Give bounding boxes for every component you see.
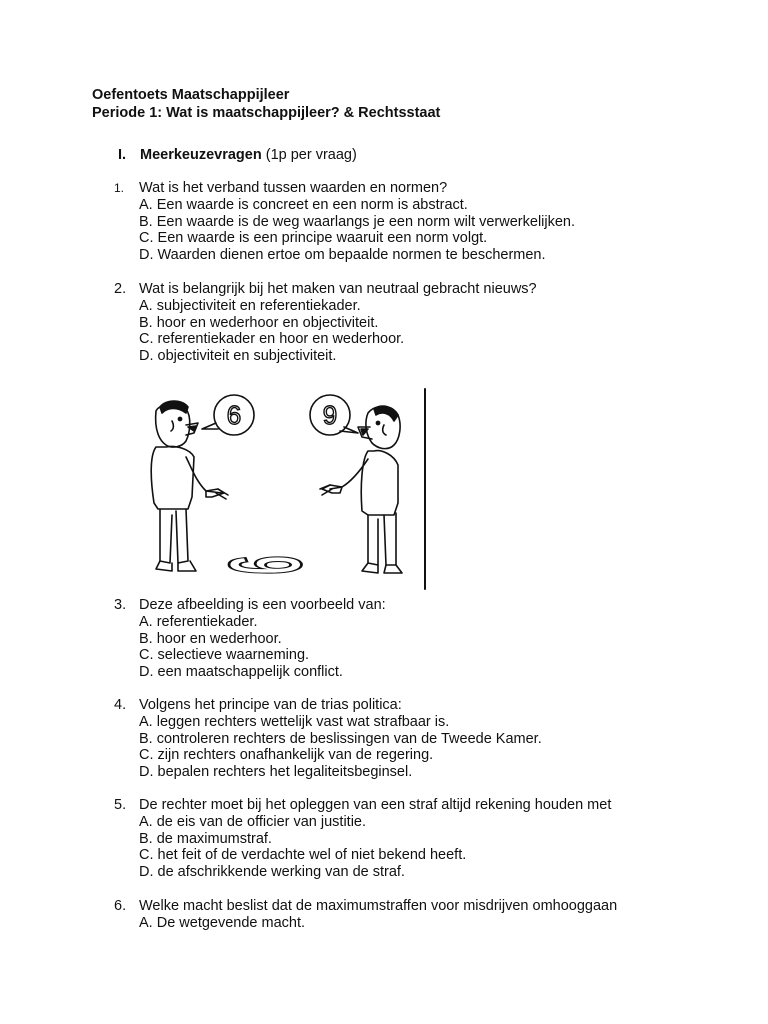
answer-option-a: A. De wetgevende macht. [139,914,306,931]
bubble-left-number: 6 [226,400,242,430]
section-title: Meerkeuzevragen [140,147,262,163]
question-stem: Volgens het principe van de trias politica: [139,697,402,713]
answer-options [139,814,611,881]
question-stem: Deze afbeelding is een voorbeeld van: [139,597,386,613]
answer-option-a: A. leggen rechters wettelijk vast wat strafbaar is. [139,713,450,730]
bubble-right-number: 9 [322,400,338,430]
answer-option-a: A. subjectiviteit en referentiekader. [139,297,361,314]
answer-option-c: C. referentiekader en hoor en wederhoor. [139,331,405,348]
question-stem: Wat is belangrijk bij het maken van neutraal gebracht nieuws? [139,281,537,297]
question-number: 6. [114,898,127,914]
answer-option-b: B. hoor en wederhoor en objectiviteit. [139,314,379,331]
question-number: 2. [114,281,127,297]
section-roman-numeral: I. [118,147,127,163]
floor-number: 6 [208,555,324,575]
question-number: 4. [114,697,127,713]
question-5 [114,797,611,881]
answer-option-d: D. objectiviteit en subjectiviteit. [139,348,337,365]
answer-option-b: B. hoor en wederhoor. [139,630,282,647]
section-note: (1p per vraag) [265,147,357,163]
answer-option-c: C. selectieve waarneming. [139,647,310,664]
answer-options [139,298,537,365]
question-6 [114,898,617,932]
answer-options [139,197,575,264]
answer-option-c: C. Een waarde is een principe waaruit een norm volgt. [139,230,488,247]
answer-option-d: D. Waarden dienen ertoe om bepaalde normen te beschermen. [139,247,546,264]
question-stem: De rechter moet bij het opleggen van een straf altijd rekening houden met [139,797,612,813]
answer-options [139,614,386,681]
document-subtitle: Periode 1: Wat is maatschappijleer? & Rechtsstaat [92,105,441,121]
question-4 [114,697,542,781]
question-3 [114,597,386,681]
answer-option-d: D. de afschrikkende werking van de straf. [139,864,405,881]
answer-option-a: A. de eis van de officier van justitie. [139,813,367,830]
section-heading [118,147,357,163]
answer-option-a: A. Een waarde is concreet en een norm is abstract. [139,196,468,213]
perspective-illustration [116,385,432,591]
answer-option-b: B. Een waarde is de weg waarlangs je een norm wilt verwerkelijken. [139,213,576,230]
answer-option-a: A. referentiekader. [139,613,258,630]
answer-option-d: D. bepalen rechters het legaliteitsbeginsel. [139,764,413,781]
answer-option-c: C. het feit of de verdachte wel of niet bekend heeft. [139,847,467,864]
question-stem: Welke macht beslist dat de maximumstraffen voor misdrijven omhooggaan [139,898,618,914]
question-number: 1. [114,181,125,195]
answer-option-b: B. controleren rechters de beslissingen van de Tweede Kamer. [139,730,542,747]
document-title: Oefentoets Maatschappijleer [92,87,290,103]
question-number: 5. [114,797,127,813]
answer-option-b: B. de maximumstraf. [139,830,272,847]
answer-option-c: C. zijn rechters onafhankelijk van de regering. [139,747,434,764]
question-stem: Wat is het verband tussen waarden en normen? [139,180,448,196]
question-1 [114,180,575,264]
answer-options [139,714,542,781]
answer-options [139,915,617,932]
answer-option-d: D. een maatschappelijk conflict. [139,664,343,681]
question-2 [114,281,537,365]
question-number: 3. [114,597,127,613]
